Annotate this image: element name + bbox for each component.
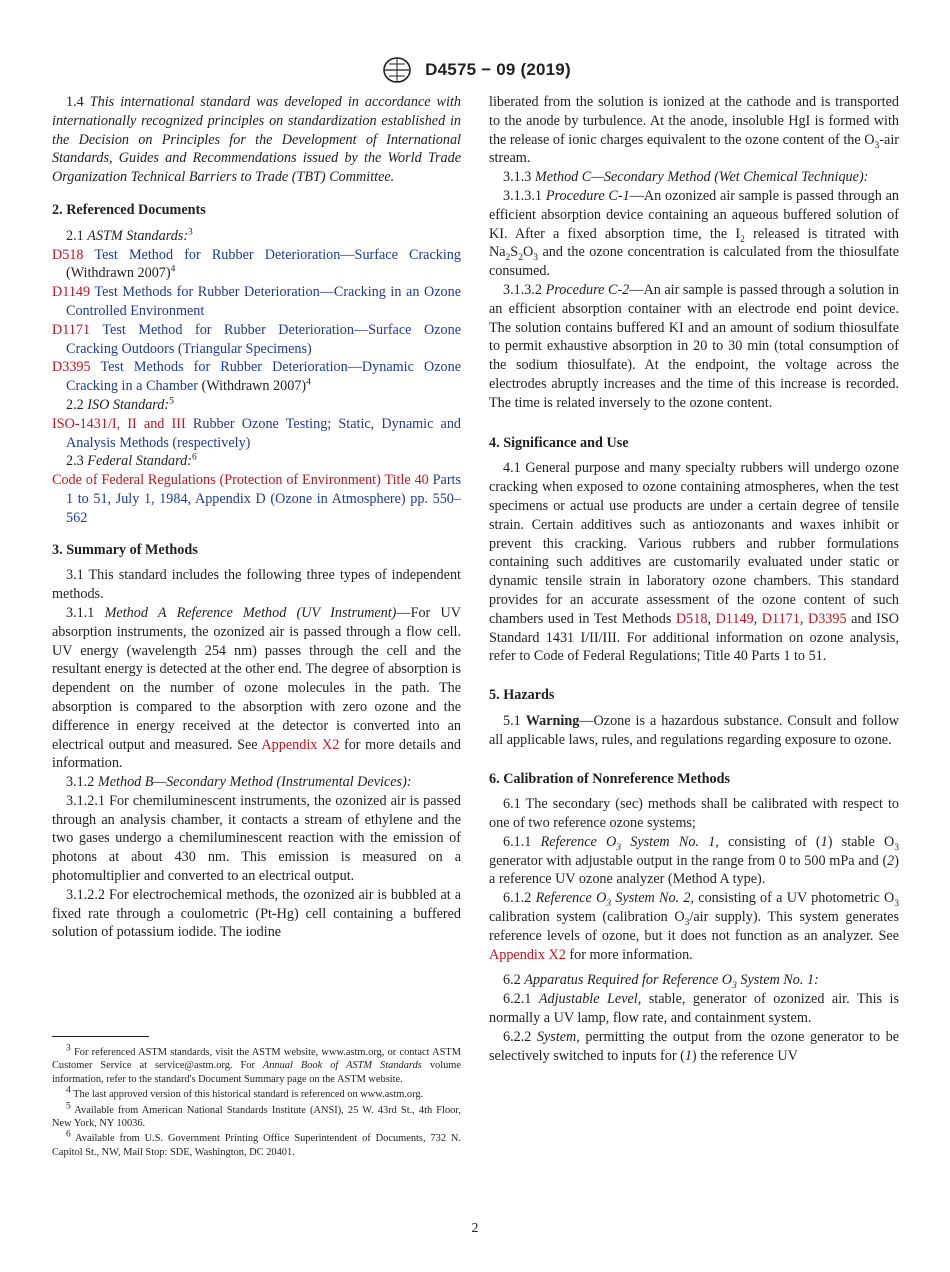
section-5-1: 5.1 Warning—Ozone is a hazardous substance. Consult and follow all applicable laws, rules, and regulations regarding exposure to ozone. [489, 712, 900, 748]
link-d3395[interactable]: D3395 [807, 610, 847, 627]
section-6-2: 6.2 Apparatus Required for Reference $O_3$ System No. 1: [503, 972, 819, 992]
standard-designation: D4575 − 09 (2019) [425, 60, 571, 79]
reference-d1171 [52, 321, 461, 359]
left-column [52, 93, 461, 942]
heading-referenced-documents: 2. Referenced Documents [52, 201, 206, 218]
ref-title-d1171[interactable]: Test Method for Rubber Deterioration—Surface Ozone Cracking Outdoors (Triangular Specimens) [66, 321, 461, 357]
ref-link-d1149[interactable]: D1149 [52, 284, 91, 301]
section-3-1: 3.1 This standard includes the following three types of independent methods. [52, 567, 461, 603]
section-3-1-2-1: 3.1.2.1 For chemiluminescent instruments, the ozonized air is passed through an analysis chamber, it contacts a stream of ethylene and the two gases undergo a chemiluminescent reaction with the emission of photons at about 430 nm. This emission is measured on a photomultiplier and converted to an electrical output. [52, 792, 461, 885]
section-6-2-2: 6.2.2 System, permitting the output from the ozone generator to be selectively switched to inputs for (1) the reference UV [489, 1028, 900, 1064]
reference-d3395: D3395 Test Methods for Rubber Deterioration—Dynamic Ozone Cracking in a Chamber (Withdrawn 2007)$^4$ [52, 359, 461, 395]
ref-link-d3395[interactable]: D3395 [52, 359, 91, 376]
right-column [489, 93, 899, 1065]
section-3-1-3: 3.1.3 Method C—Secondary Method (Wet Chemical Technique): [503, 169, 869, 186]
section-1-4: 1.4 This international standard was developed in accordance with internationally recognized principles on standardization established in the Decision on Principles for the Development of International Standards, Guides and Recommendations issued by the World Trade Organization Technical Barriers to Trade (TBT) Committee. [52, 94, 461, 186]
appendix-x2-link[interactable]: Appendix X2 [261, 736, 340, 753]
ref-link-cfr[interactable]: Code of Federal Regulations (Protection of Environment) Title 40 [52, 472, 429, 489]
link-d1171[interactable]: D1171 [761, 610, 800, 627]
section-3-1-1: 3.1.1 Method A Reference Method (UV Instrument)—For UV absorption instruments, the ozonized air is passed through a flow cell. UV energy (wavelength 254 nm) passes through the cell and the resultant energy is detected at the other end. The degree of absorption is dependent on the number of ozone molecules in the path. The absorption is compared to the absorption with zero ozone and the difference in energy received at the detector is converted into an electrical output and measured. See Appendix X2 for more details and information. [52, 604, 462, 772]
ref-link-d518[interactable]: D518 [52, 246, 84, 263]
ref-title-d3395[interactable]: Test Methods for Rubber Deterioration—Dynamic Ozone Cracking in a Chamber [66, 359, 461, 395]
section-4-1: 4.1 General purpose and many specialty rubbers will undergo ozone cracking when exposed to ozone containing atmospheres, when the test specimens or actual use products are under a certain degree of tensile strain. Certain additives such as antiozonants and waxes inhibit or prevent this cracking. Various rubbers and rubber formulations containing such additives are customarily evaluated under static or dynamic tensile strain in laboratory ozone chambers. This standard provides for an accurate assessment of the ozone content of such chambers used in Test Methods D518, D1149, D1171, D3395 and ISO Standard 1431 I/II/III. For additional information on ozone analysis, refer to Code of Federal Regulations; Title 40 Parts 1 to 51. [489, 460, 900, 665]
section-2-3: 2.3 Federal Standard:$^6$ [66, 452, 197, 470]
heading-summary-of-methods: 3. Summary of Methods [52, 541, 198, 558]
section-2-1: 2.1 ASTM Standards:$^3$ [66, 227, 193, 244]
section-6-1-2: 6.1.2 Reference $O_3$ System No. 2, consisting of a UV photometric $O_3$ calibration system (calibration $O_3$/air supply). This system generates reference levels of ozone, but it does not function as an analyzer. See Appendix X2 for more information. [489, 890, 899, 963]
reference-iso-1431 [52, 415, 461, 453]
section-6-1-1: 6.1.1 Reference $O_3$ System No. 1, consisting of (1) stable $O_3$ generator with adjustable output in the range from 0 to 500 mPa and (2) a reference UV ozone analyzer (Method A type). [489, 833, 900, 888]
footnote-3: $^3$ For referenced ASTM standards, visit the ASTM website, www.astm.org, or contact ASTM Customer Service at service@astm.org. For Annual Book of ASTM Standards volume information, refer to the standard's Document Summary page on the ASTM website. [52, 1043, 461, 1085]
appendix-x2-link-2[interactable]: Appendix X2 [489, 946, 566, 963]
link-d518[interactable]: D518 [675, 610, 708, 627]
ref-title-iso-1431[interactable]: Rubber Ozone Testing; Static, Dynamic and Analysis Methods (respectively) [66, 415, 462, 451]
section-3-1-2-2-continued: liberated from the solution is ionized at the cathode and is transported to the anode by turbulence. At the anode, insoluble HgI is formed with the release of ionic charges equivalent to the ozone content of the $O_3$-air stream. [489, 94, 899, 167]
page-number: 2 [471, 1221, 479, 1236]
reference-cfr [52, 471, 461, 527]
astm-logo-icon [379, 56, 415, 84]
section-6-2-1: 6.2.1 Adjustable Level, stable, generator of ozonized air. This is normally a UV lamp, flow rate, and containment system. [489, 991, 900, 1027]
ref-link-d1171[interactable]: D1171 [52, 321, 91, 338]
ref-title-cfr[interactable]: Parts 1 to 51, July 1, 1984, Appendix D (Ozone in Atmosphere) pp. 550–562 [66, 472, 462, 526]
reference-d518: D518 Test Method for Rubber Deterioration—Surface Cracking (Withdrawn 2007)$^4$ [52, 246, 461, 282]
footnote-4: $^4$ The last approved version of this historical standard is referenced on www.astm.org. [66, 1085, 424, 1101]
section-3-1-2: 3.1.2 Method B—Secondary Method (Instrumental Devices): [66, 774, 412, 791]
section-3-1-2-2: 3.1.2.2 For electrochemical methods, the ozonized air is bubbled at a fixed rate through a coulometric (Pt-Hg) cell containing a buffered solution of potassium iodide. The iodine [52, 886, 461, 941]
reference-d1149 [52, 283, 461, 321]
section-3-1-3-2: 3.1.3.2 Procedure C-2—An air sample is passed through a solution in an efficient absorption container with an electrode end point device. The solution contains buffered KI and an amount of sodium thiosulfate to permit exhaustive absorption in 20 to 30 min (total consumption of the sodium thiosulfate). At the endpoint, the voltage across the electrodes abruptly increases and the time of this increase is recorded. The time is related inversely to the ozone content. [489, 281, 900, 411]
footnote-rule [52, 1036, 149, 1037]
page-header [0, 56, 950, 84]
section-3-1-3-1: 3.1.3.1 Procedure C-1—An ozonized air sample is passed through an efficient absorption device containing an aqueous buffered solution of KI. After a fixed absorption time, the $I_2$ released is titrated with $Na_2S_2O_3$ and the ozone concentration is calculated from the thiosulfate consumed. [489, 187, 899, 280]
footnote-6: $^6$ Available from U.S. Government Printing Office Superintendent of Documents, 732 N. Capitol St., NW, Mail Stop: SDE, Washington, DC 20401. [52, 1129, 461, 1158]
ref-title-d1149[interactable]: Test Methods for Rubber Deterioration—Cracking in an Ozone Controlled Environment [66, 284, 461, 319]
link-d1149[interactable]: D1149 [715, 610, 754, 627]
ref-title-d518[interactable]: Test Method for Rubber Deterioration—Surface Cracking [94, 246, 461, 263]
section-2-2: 2.2 ISO Standard:$^5$ [66, 396, 174, 413]
footnote-5: $^5$ Available from American National Standards Institute (ANSI), 25 W. 43rd St., 4th Floor, New York, NY 10036. [52, 1101, 461, 1130]
heading-hazards: 5. Hazards [489, 687, 555, 704]
section-6-1: 6.1 The secondary (sec) methods shall be calibrated with respect to one of two reference ozone systems; [489, 796, 899, 832]
ref-link-iso-1431[interactable]: ISO-1431/I, II and III [52, 415, 186, 432]
heading-significance-and-use: 4. Significance and Use [489, 434, 629, 451]
heading-calibration: 6. Calibration of Nonreference Methods [489, 770, 731, 787]
footnotes [52, 1043, 461, 1161]
